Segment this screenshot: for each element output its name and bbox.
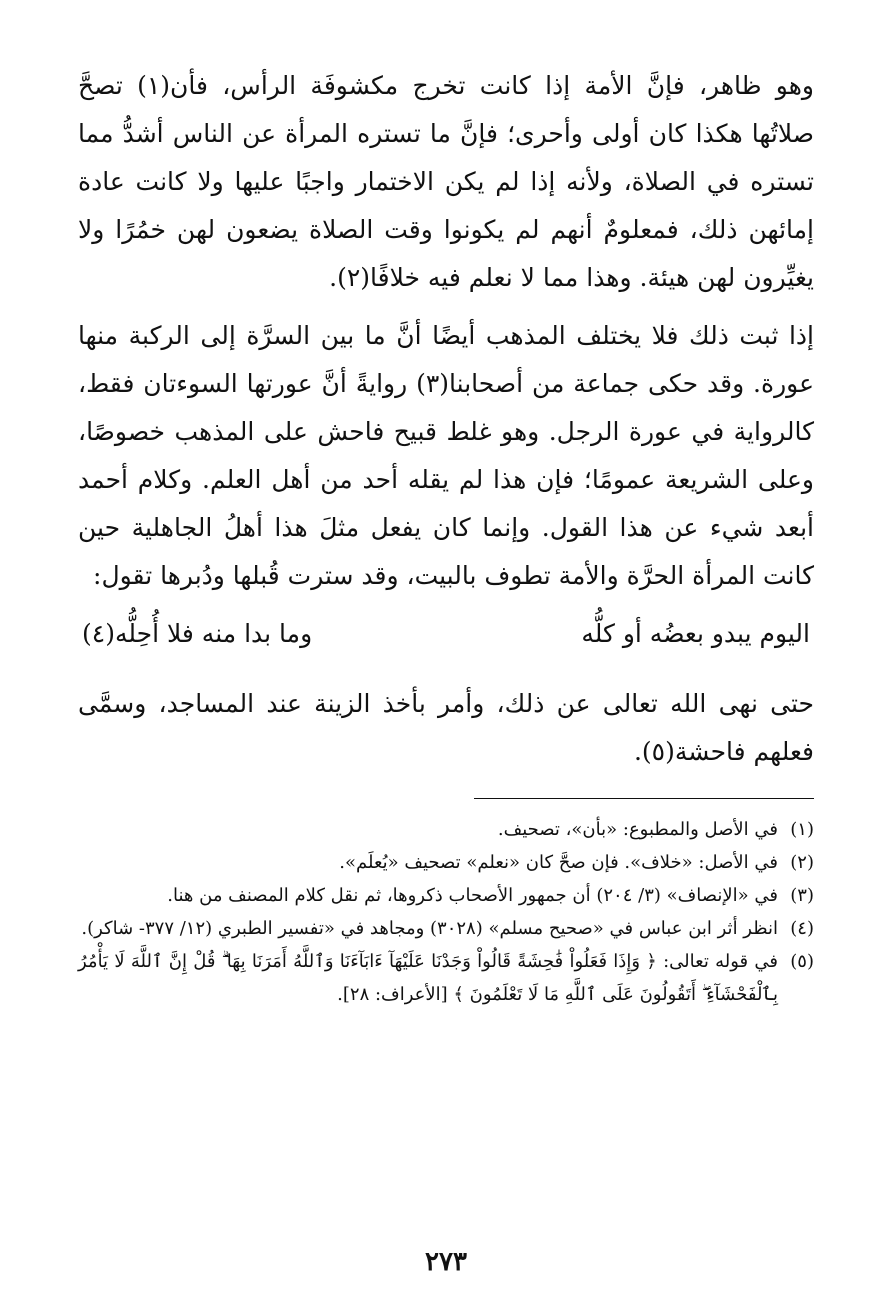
- footnote-item: [78, 813, 814, 846]
- footnote-item: [78, 879, 814, 912]
- verse-second-hemistich: وما بدا منه فلا أُحِلُّه(٤): [82, 619, 313, 648]
- footnote-divider: [474, 798, 814, 799]
- footnote-text: في «الإنصاف» (٣/ ٢٠٤) أن جمهور الأصحاب ذكروها، ثم نقل كلام المصنف من هنا.: [167, 885, 778, 906]
- footnote-item: [78, 945, 814, 1011]
- footnote-text: في الأصل: «خلاف». فإن صحَّ كان «نعلم» تصحيف «يُعلَم».: [339, 852, 778, 873]
- footnote-number: (٢): [790, 852, 814, 873]
- footnote-text: في قوله تعالى: ﴿ وَإِذَا فَعَلُواْ فَٰحِشَةً قَالُواْ وَجَدْنَا عَلَيْهَآ ءَابَآءَنَا وَٱللَّهُ أَمَرَنَا بِهَا ۗ قُلْ إِنَّ ٱللَّهَ لَا يَأْمُرُ بِٱلْفَحْشَآءِ ۖ أَتَقُولُونَ عَلَى ٱللَّهِ مَا لَا تَعْلَمُونَ ﴾ [الأعراف: ٢٨].: [78, 951, 778, 1005]
- footnote-item: [78, 912, 814, 945]
- footnote-number: (٣): [790, 885, 814, 906]
- footnote-number: (٤): [790, 918, 814, 939]
- footnote-number: (٥): [790, 951, 814, 972]
- body-paragraph-1: وهو ظاهر، فإنَّ الأمة إذا كانت تخرج مكشوفَة الرأس، فأن(١) تصحَّ صلاتُها هكذا كان أولى وأحرى؛ فإنَّ ما تستره المرأة عن الناس أشدُّ مما تستره في الصلاة، ولأنه إذا لم يكن الاختمار واجبًا عليها ولا كانت عادة إمائهن ذلك، فمعلومٌ أنهم لم يكونوا وقت الصلاة يضعون لهن خمُرًا ولا يغيِّرون لهن هيئة. وهذا مما لا نعلم فيه خلافًا(٢).: [78, 71, 814, 292]
- page-number: ٢٧٣: [425, 1247, 467, 1277]
- verse-first-hemistich: اليوم يبدو بعضُه أو كلُّه: [581, 619, 810, 648]
- footnotes: [78, 813, 814, 1011]
- footnote-text: في الأصل والمطبوع: «بأن»، تصحيف.: [497, 819, 778, 840]
- footnote-item: [78, 846, 814, 879]
- book-page: [78, 62, 814, 1290]
- poetry-verse: [82, 610, 810, 658]
- body-paragraph-2: إذا ثبت ذلك فلا يختلف المذهب أيضًا أنَّ ما بين السرَّة إلى الركبة منها عورة. وقد حكى جماعة من أصحابنا(٣) روايةً أنَّ عورتها السوءتان فقط، كالرواية في عورة الرجل. وهو غلط قبيح فاحش على المذهب خصوصًا، وعلى الشريعة عمومًا؛ فإن هذا لم يقله أحد من أهل العلم. وكلام أحمد أبعد شيء عن هذا القول. وإنما كان يفعل مثلَ هذا أهلُ الجاهلية حين كانت المرأة الحرَّة والأمة تطوف بالبيت، وقد سترت قُبلها ودُبرها تقول:: [78, 321, 814, 590]
- body-paragraph-3: حتى نهى الله تعالى عن ذلك، وأمر بأخذ الزينة عند المساجد، وسمَّى فعلهم فاحشة(٥).: [78, 689, 814, 766]
- footnote-text: انظر أثر ابن عباس في «صحيح مسلم» (٣٠٢٨) ومجاهد في «تفسير الطبري (١٢/ ٣٧٧- شاكر).: [81, 918, 778, 939]
- footnote-number: (١): [790, 819, 814, 840]
